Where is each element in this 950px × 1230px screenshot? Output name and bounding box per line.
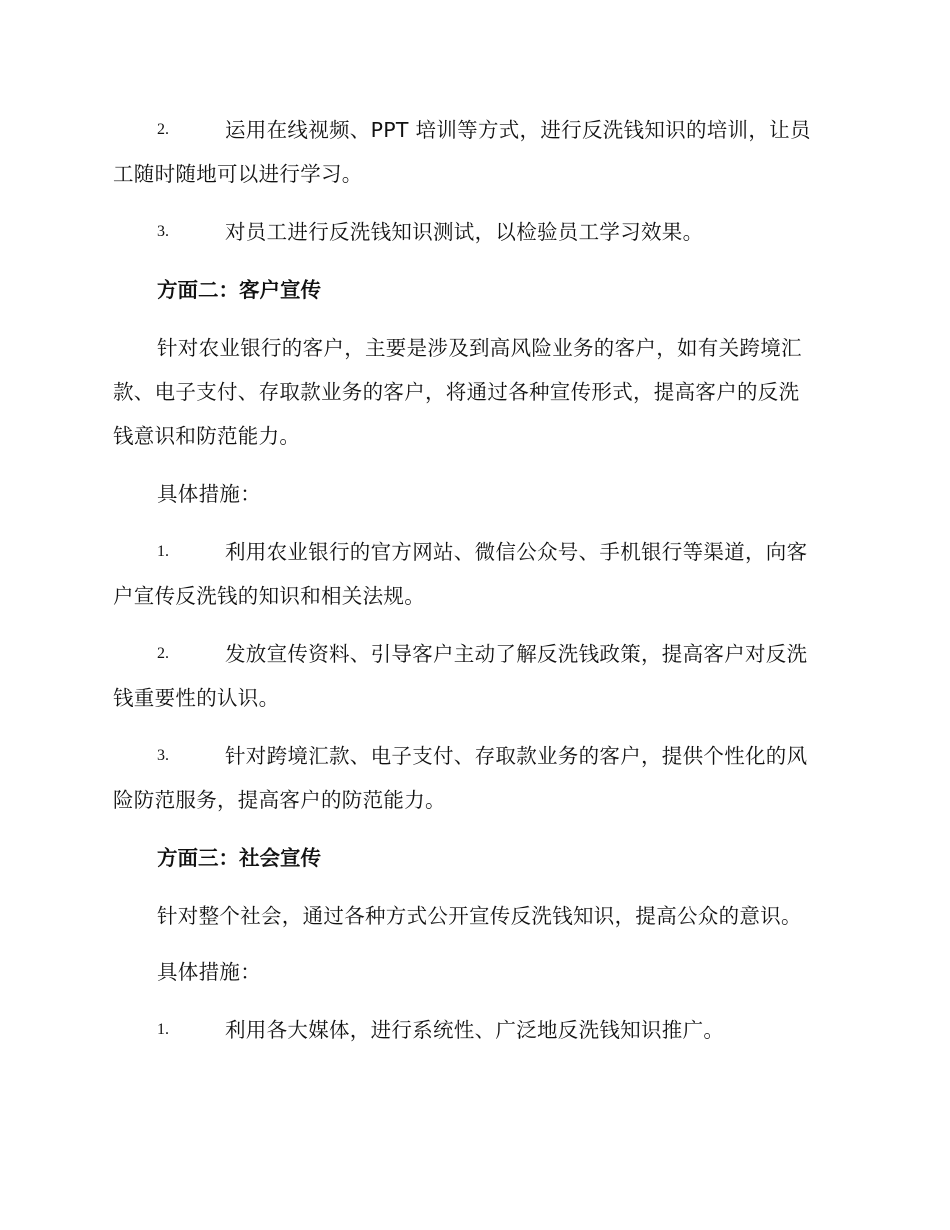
paragraph-line: 款、电子支付、存取款业务的客户，将通过各种宣传形式，提高客户的反洗 — [113, 380, 800, 404]
list-item-text-continuation: 户宣传反洗钱的知识和相关法规。 — [113, 584, 425, 608]
list-item-text: 发放宣传资料、引导客户主动了解反洗钱政策，提高客户对反洗 — [225, 642, 808, 666]
list-item-text: 运用在线视频、PPT 培训等方式，进行反洗钱知识的培训，让员 — [225, 118, 811, 142]
list-item-text-continuation: 钱重要性的认识。 — [113, 686, 280, 710]
measures-label: 具体措施： — [157, 482, 261, 506]
section-heading: 方面三：社会宣传 — [157, 846, 321, 870]
list-item-text: 利用农业银行的官方网站、微信公众号、手机银行等渠道，向客 — [225, 540, 808, 564]
list-item-text: 针对跨境汇款、电子支付、存取款业务的客户，提供个性化的风 — [225, 744, 808, 768]
list-number: 2. — [157, 645, 169, 662]
list-item-text-continuation: 工随时随地可以进行学习。 — [113, 162, 363, 186]
paragraph-line: 针对农业银行的客户，主要是涉及到高风险业务的客户，如有关跨境汇 — [157, 336, 802, 360]
list-item-text: 利用各大媒体，进行系统性、广泛地反洗钱知识推广。 — [225, 1018, 725, 1042]
list-number: 1. — [157, 1021, 169, 1038]
list-item-text: 对员工进行反洗钱知识测试，以检验员工学习效果。 — [225, 220, 704, 244]
list-item-text-continuation: 险防范服务，提高客户的防范能力。 — [113, 788, 446, 812]
paragraph-line: 针对整个社会，通过各种方式公开宣传反洗钱知识，提高公众的意识。 — [157, 904, 802, 928]
list-number: 3. — [157, 223, 169, 240]
measures-label: 具体措施： — [157, 960, 261, 984]
list-number: 3. — [157, 747, 169, 764]
list-number: 2. — [157, 121, 169, 138]
paragraph-line: 钱意识和防范能力。 — [113, 424, 301, 448]
list-number: 1. — [157, 543, 169, 560]
section-heading: 方面二：客户宣传 — [157, 278, 321, 302]
